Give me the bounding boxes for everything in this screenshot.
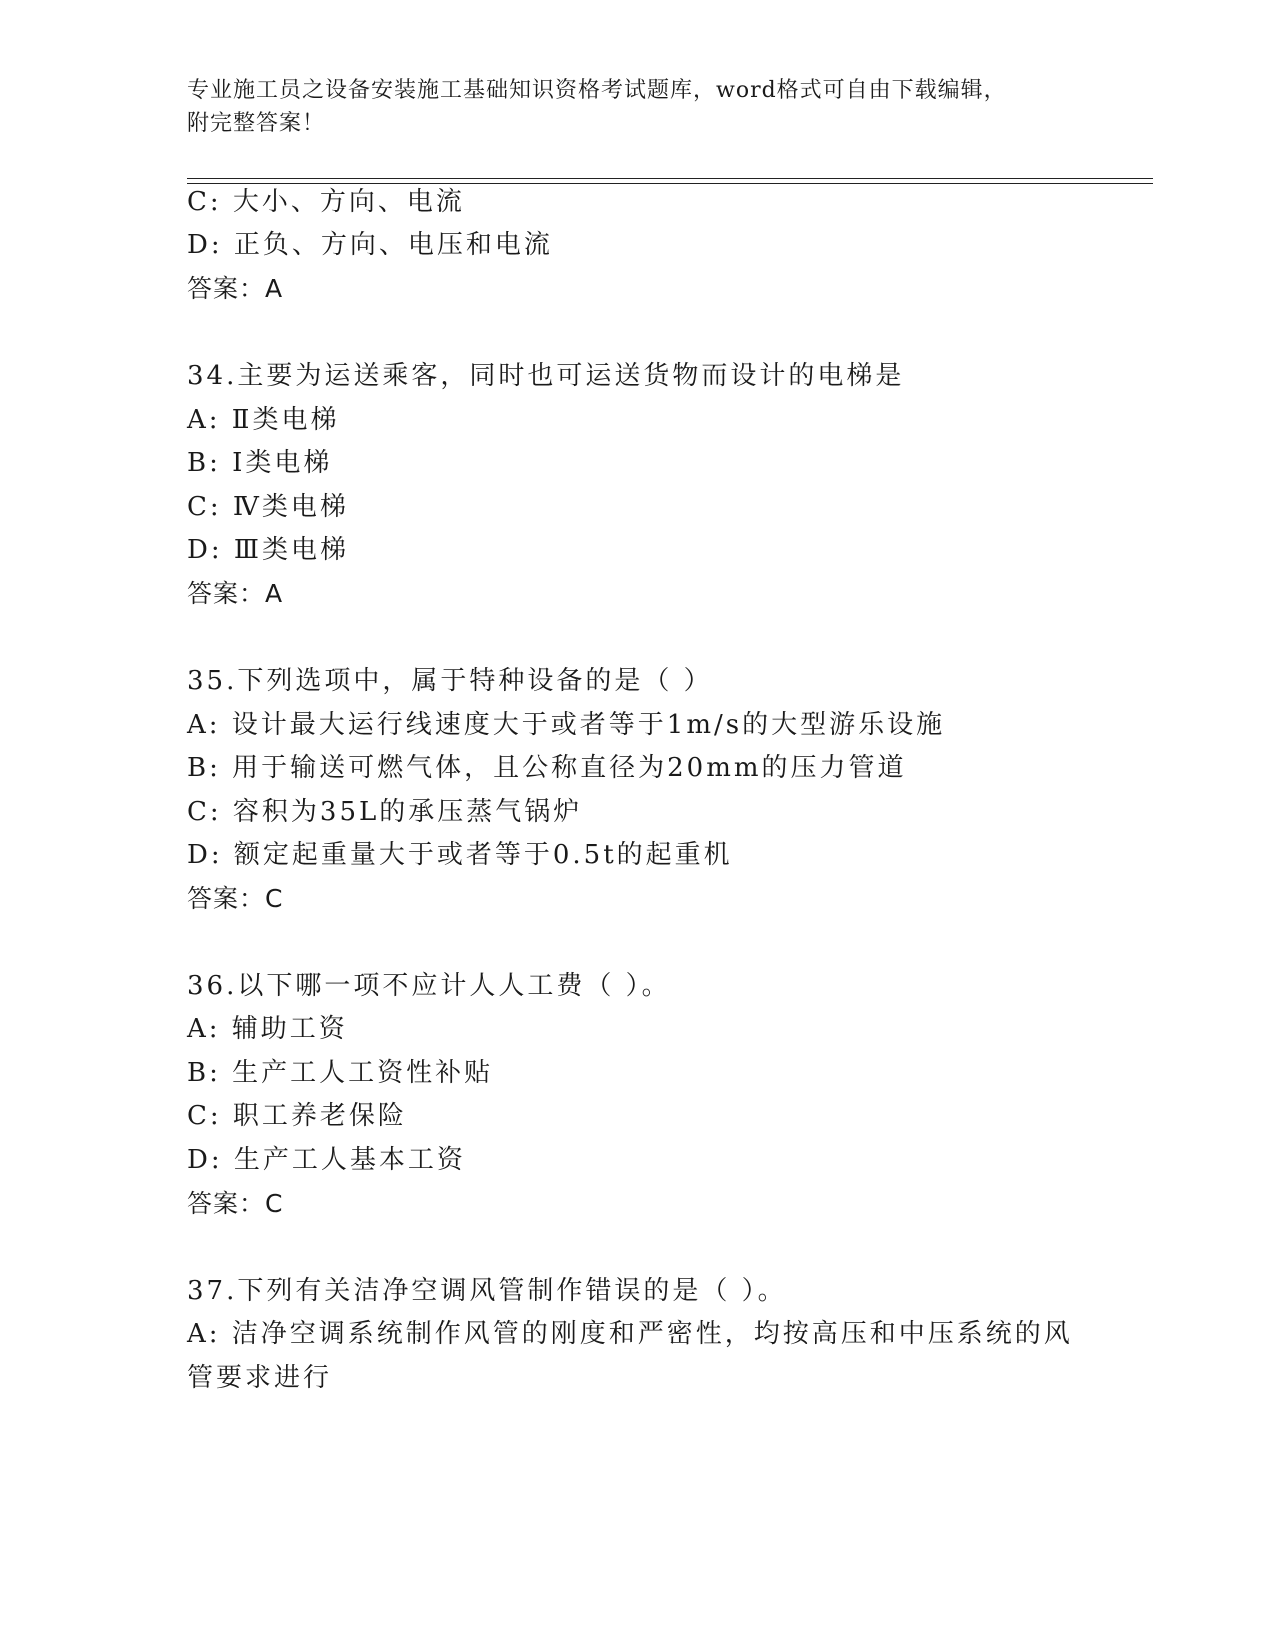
q34-option-b: B: Ⅰ类电梯 <box>187 448 333 478</box>
q33-option-c: C: 大小、方向、电流 <box>187 187 465 217</box>
header-line-2: 附完整答案！ <box>187 111 326 136</box>
header-rule-top <box>187 178 1153 179</box>
q36-option-d: D: 生产工人基本工资 <box>187 1145 466 1175</box>
document-header <box>187 74 1087 140</box>
q36-stem: 36.以下哪一项不应计人人工费（ ）。 <box>187 971 671 1001</box>
header-line-1: 专业施工员之设备安装施工基础知识资格考试题库，word格式可自由下载编辑， <box>187 78 1007 103</box>
q35-option-c: C: 容积为35L的承压蒸气锅炉 <box>187 797 583 827</box>
q33-option-d: D: 正负、方向、电压和电流 <box>187 230 553 260</box>
q37-option-a-line-2: 管要求进行 <box>187 1363 333 1393</box>
q35-option-d: D: 额定起重量大于或者等于0.5t的起重机 <box>187 840 733 870</box>
q34-answer: 答案：A <box>187 579 284 608</box>
q34-option-d: D: Ⅲ类电梯 <box>187 535 349 565</box>
q33-answer: 答案：A <box>187 274 284 303</box>
q34-option-a: A: Ⅱ类电梯 <box>187 405 340 435</box>
q36-answer: 答案：C <box>187 1189 284 1218</box>
q34-stem: 34.主要为运送乘客，同时也可运送货物而设计的电梯是 <box>187 361 905 391</box>
header-rule-bottom <box>187 183 1153 184</box>
q37-stem: 37.下列有关洁净空调风管制作错误的是（ ）。 <box>187 1276 787 1306</box>
q36-option-c: C: 职工养老保险 <box>187 1101 407 1131</box>
q35-option-a: A: 设计最大运行线速度大于或者等于1m/s的大型游乐设施 <box>187 710 946 740</box>
q35-option-b: B: 用于输送可燃气体，且公称直径为20mm的压力管道 <box>187 753 907 783</box>
q35-stem: 35.下列选项中，属于特种设备的是（ ） <box>187 666 713 696</box>
q37-option-a-line-1: A: 洁净空调系统制作风管的刚度和严密性，均按高压和中压系统的风 <box>187 1319 1073 1349</box>
q35-answer: 答案：C <box>187 884 284 913</box>
q36-option-b: B: 生产工人工资性补贴 <box>187 1058 494 1088</box>
q34-option-c: C: Ⅳ类电梯 <box>187 492 349 522</box>
q36-option-a: A: 辅助工资 <box>187 1014 348 1044</box>
